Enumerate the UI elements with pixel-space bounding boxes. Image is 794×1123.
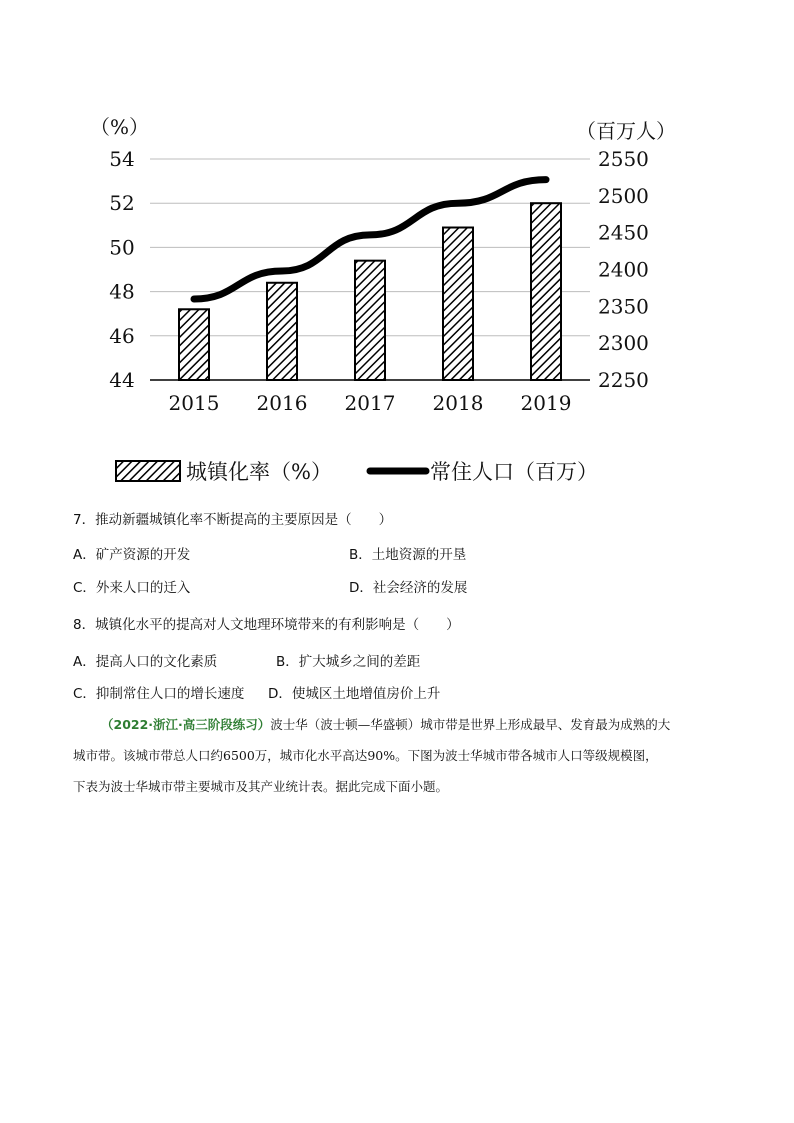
passage-line-1 (101, 716, 670, 734)
passage-source-tag: （2022·浙江·高三阶段练习） (101, 717, 271, 732)
right-axis-ticks (598, 147, 649, 392)
bar (267, 283, 297, 380)
left-tick-label: 48 (109, 279, 135, 304)
right-axis-label: （百万人） (576, 119, 676, 143)
left-tick-label: 54 (109, 147, 135, 171)
question-8-option-b[interactable]: B．扩大城乡之间的差距 (276, 654, 421, 670)
bar (179, 309, 209, 380)
x-tick-label: 2017 (344, 391, 396, 415)
question-7-option-b[interactable]: B．土地资源的开垦 (349, 547, 467, 563)
question-8-option-a[interactable]: A．提高人口的文化素质 (73, 654, 218, 670)
x-tick-label: 2018 (432, 391, 484, 415)
x-axis-ticks (169, 391, 572, 415)
right-tick-label: 2300 (598, 331, 649, 356)
passage (73, 716, 733, 800)
legend-bar-swatch (116, 461, 180, 481)
passage-line-1-text: 波士华（波士顿—华盛顿）城市带是世界上形成最早、发育最为成熟的大 (270, 717, 671, 732)
left-tick-label: 52 (109, 191, 135, 216)
right-tick-label: 2400 (598, 257, 649, 282)
right-tick-label: 2450 (598, 220, 649, 245)
bar (355, 261, 385, 380)
right-tick-label: 2500 (598, 183, 649, 208)
question-8-stem: 8．城镇化水平的提高对人文地理环境带来的有利影响是（ ） (73, 617, 460, 633)
x-tick-label: 2015 (168, 391, 220, 415)
x-tick-label: 2019 (520, 391, 572, 415)
question-8-option-c[interactable]: C．抑制常住人口的增长速度 (73, 686, 245, 702)
question-8-option-d[interactable]: D．使城区土地增值房价上升 (268, 686, 441, 702)
legend-bar-label: 城镇化率（%） (186, 460, 332, 484)
left-axis-label: （%） (90, 115, 150, 139)
passage-line-3: 下表为波士华城市带主要城市及其产业统计表。据此完成下面小题。 (73, 779, 449, 794)
right-tick-label: 2550 (598, 147, 649, 171)
question-7-stem: 7．推动新疆城镇化率不断提高的主要原因是（ ） (73, 512, 393, 528)
question-7-option-a[interactable]: A．矿产资源的开发 (73, 547, 191, 563)
legend-line-label: 常住人口（百万） (430, 460, 598, 484)
question-7-option-d[interactable]: D．社会经济的发展 (349, 580, 468, 596)
passage-line-2: 城市带。该城市带总人口约6500万，城市化水平高达90%。下图为波士华城市带各城市人口等级规模图， (73, 748, 658, 763)
left-axis-ticks (109, 147, 134, 392)
bar (443, 228, 473, 380)
right-tick-label: 2250 (598, 368, 649, 392)
bar (531, 203, 561, 380)
left-tick-label: 46 (109, 323, 135, 348)
right-tick-label: 2350 (598, 294, 649, 319)
left-tick-label: 50 (109, 235, 135, 260)
question-7-option-c[interactable]: C．外来人口的迁入 (73, 580, 191, 596)
left-tick-label: 44 (109, 368, 135, 392)
x-tick-label: 2016 (256, 391, 308, 415)
urbanization-population-chart (0, 100, 794, 500)
legend (116, 460, 598, 484)
